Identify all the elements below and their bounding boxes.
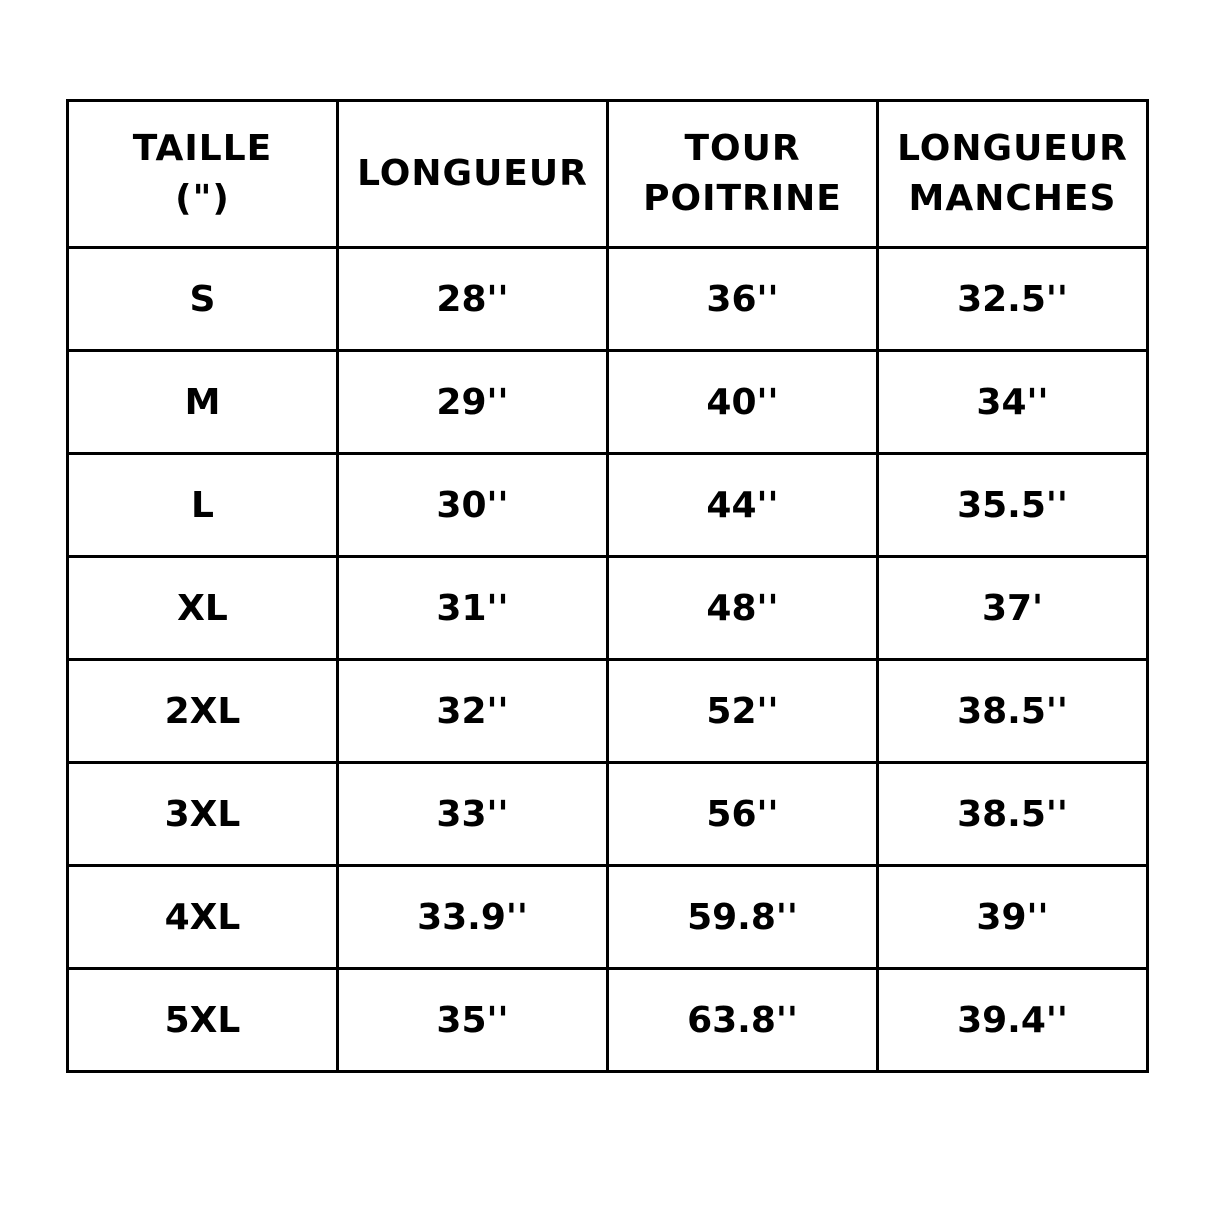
cell-longueur: 32''	[338, 660, 608, 763]
cell-longueur-manches: 38.5''	[878, 763, 1148, 866]
size-chart-table	[66, 99, 1149, 1073]
cell-longueur: 35''	[338, 969, 608, 1072]
header-taille	[68, 101, 338, 248]
header-line: TAILLE	[132, 128, 273, 169]
cell-size: M	[68, 351, 338, 454]
cell-longueur: 33.9''	[338, 866, 608, 969]
cell-longueur: 33''	[338, 763, 608, 866]
table-row	[68, 969, 1148, 1072]
header-line: LONGUEUR	[357, 153, 588, 194]
cell-longueur-manches: 34''	[878, 351, 1148, 454]
cell-tour-poitrine: 40''	[608, 351, 878, 454]
header-longueur-manches	[878, 101, 1148, 248]
table-row	[68, 866, 1148, 969]
cell-tour-poitrine: 52''	[608, 660, 878, 763]
cell-longueur-manches: 37'	[878, 557, 1148, 660]
table-row	[68, 248, 1148, 351]
cell-tour-poitrine: 59.8''	[608, 866, 878, 969]
header-line: (")	[175, 178, 230, 219]
cell-longueur: 28''	[338, 248, 608, 351]
cell-size: 2XL	[68, 660, 338, 763]
table-row	[68, 454, 1148, 557]
cell-size: XL	[68, 557, 338, 660]
header-row	[68, 101, 1148, 248]
table-row	[68, 660, 1148, 763]
header-line: TOUR	[684, 128, 801, 169]
cell-size: 5XL	[68, 969, 338, 1072]
cell-longueur-manches: 35.5''	[878, 454, 1148, 557]
cell-longueur: 30''	[338, 454, 608, 557]
header-line: MANCHES	[908, 178, 1117, 219]
table-row	[68, 557, 1148, 660]
cell-size: 4XL	[68, 866, 338, 969]
cell-longueur: 29''	[338, 351, 608, 454]
cell-longueur-manches: 39''	[878, 866, 1148, 969]
table-row	[68, 351, 1148, 454]
cell-tour-poitrine: 44''	[608, 454, 878, 557]
cell-longueur-manches: 32.5''	[878, 248, 1148, 351]
header-tour-poitrine	[608, 101, 878, 248]
cell-size: S	[68, 248, 338, 351]
cell-tour-poitrine: 63.8''	[608, 969, 878, 1072]
cell-longueur-manches: 38.5''	[878, 660, 1148, 763]
cell-tour-poitrine: 36''	[608, 248, 878, 351]
cell-longueur: 31''	[338, 557, 608, 660]
cell-longueur-manches: 39.4''	[878, 969, 1148, 1072]
cell-size: L	[68, 454, 338, 557]
cell-tour-poitrine: 48''	[608, 557, 878, 660]
cell-size: 3XL	[68, 763, 338, 866]
table-row	[68, 763, 1148, 866]
header-line: POITRINE	[643, 178, 842, 219]
header-line: LONGUEUR	[897, 128, 1128, 169]
cell-tour-poitrine: 56''	[608, 763, 878, 866]
header-longueur	[338, 101, 608, 248]
